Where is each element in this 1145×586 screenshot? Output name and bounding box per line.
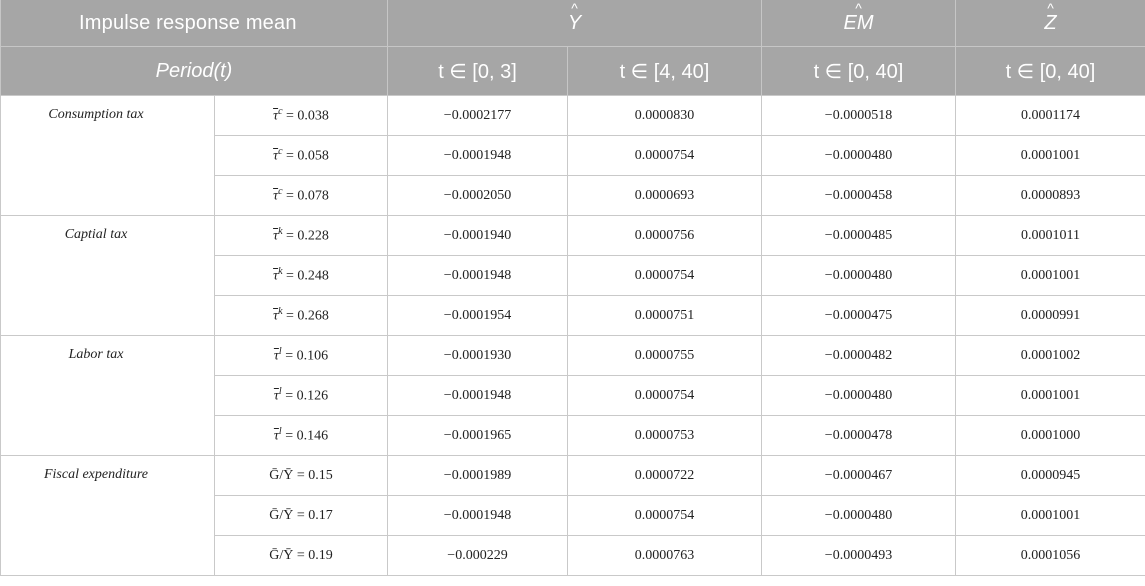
category-label: Labor tax	[1, 336, 215, 456]
value-cell: 0.0000754	[568, 376, 762, 416]
value-cell: −0.0000493	[762, 536, 956, 576]
table-row	[1, 216, 1145, 256]
value-cell: 0.0000763	[568, 536, 762, 576]
value-cell: −0.0001965	[388, 416, 568, 456]
table-title: Impulse response mean	[1, 0, 388, 47]
value-cell: −0.0001930	[388, 336, 568, 376]
value-cell: 0.0000753	[568, 416, 762, 456]
parameter-cell: $\overline{\tau}^k = 0.228$	[215, 216, 388, 256]
value-cell: −0.0001948	[388, 256, 568, 296]
parameter-cell: $\overline{\tau}^c = 0.058$	[215, 136, 388, 176]
parameter-cell: Ḡ/Ȳ = 0.19	[215, 536, 388, 576]
column-header-em: ^ EM	[762, 0, 956, 47]
value-cell: −0.0000518	[762, 96, 956, 136]
parameter-cell: Ḡ/Ȳ = 0.15	[215, 456, 388, 496]
category-label: Captial tax	[1, 216, 215, 336]
value-cell: 0.0000754	[568, 256, 762, 296]
value-cell: −0.0000480	[762, 496, 956, 536]
value-cell: −0.0000480	[762, 256, 956, 296]
table-row	[1, 336, 1145, 376]
value-cell: 0.0001001	[956, 136, 1145, 176]
value-cell: −0.0000480	[762, 136, 956, 176]
header-row-periods	[1, 47, 1145, 96]
value-cell: −0.0000482	[762, 336, 956, 376]
header-row-variables	[1, 0, 1145, 47]
value-cell: −0.0001948	[388, 376, 568, 416]
parameter-cell: $\overline{\tau}^k = 0.248$	[215, 256, 388, 296]
parameter-cell: $\overline{\tau}^c = 0.038$	[215, 96, 388, 136]
value-cell: 0.0000722	[568, 456, 762, 496]
value-cell: −0.0002050	[388, 176, 568, 216]
value-cell: 0.0000754	[568, 496, 762, 536]
table-row	[1, 456, 1145, 496]
value-cell: 0.0001001	[956, 376, 1145, 416]
column-header-y: ^ Y	[388, 0, 762, 47]
value-cell: 0.0001000	[956, 416, 1145, 456]
value-cell: 0.0000756	[568, 216, 762, 256]
value-cell: −0.0000458	[762, 176, 956, 216]
value-cell: 0.0000945	[956, 456, 1145, 496]
category-label: Consumption tax	[1, 96, 215, 216]
subheader-period: t ∈ [0, 3]	[388, 47, 568, 96]
value-cell: 0.0000751	[568, 296, 762, 336]
column-header-z: ^ Z	[956, 0, 1145, 47]
value-cell: 0.0001174	[956, 96, 1145, 136]
value-cell: −0.0001989	[388, 456, 568, 496]
value-cell: 0.0001011	[956, 216, 1145, 256]
period-label: Period(t)	[1, 47, 388, 96]
parameter-cell: $\overline{\tau}^k = 0.268$	[215, 296, 388, 336]
subheader-period: t ∈ [0, 40]	[956, 47, 1145, 96]
value-cell: 0.0001001	[956, 496, 1145, 536]
value-cell: 0.0000991	[956, 296, 1145, 336]
value-cell: 0.0000693	[568, 176, 762, 216]
value-cell: 0.0001002	[956, 336, 1145, 376]
table-body	[1, 96, 1145, 576]
value-cell: 0.0001056	[956, 536, 1145, 576]
value-cell: −0.0000478	[762, 416, 956, 456]
value-cell: −0.0000467	[762, 456, 956, 496]
parameter-cell: Ḡ/Ȳ = 0.17	[215, 496, 388, 536]
table-row	[1, 96, 1145, 136]
value-cell: 0.0000754	[568, 136, 762, 176]
subheader-period: t ∈ [4, 40]	[568, 47, 762, 96]
parameter-cell: $\overline{\tau}^l = 0.146$	[215, 416, 388, 456]
value-cell: 0.0001001	[956, 256, 1145, 296]
value-cell: 0.0000893	[956, 176, 1145, 216]
parameter-cell: $\overline{\tau}^l = 0.126$	[215, 376, 388, 416]
value-cell: −0.0000475	[762, 296, 956, 336]
value-cell: −0.0001954	[388, 296, 568, 336]
value-cell: −0.000229	[388, 536, 568, 576]
value-cell: −0.0001940	[388, 216, 568, 256]
value-cell: 0.0000830	[568, 96, 762, 136]
category-label: Fiscal expenditure	[1, 456, 215, 576]
value-cell: −0.0001948	[388, 136, 568, 176]
value-cell: −0.0000485	[762, 216, 956, 256]
value-cell: 0.0000755	[568, 336, 762, 376]
parameter-cell: $\overline{\tau}^l = 0.106$	[215, 336, 388, 376]
parameter-cell: $\overline{\tau}^c = 0.078$	[215, 176, 388, 216]
subheader-period: t ∈ [0, 40]	[762, 47, 956, 96]
value-cell: −0.0002177	[388, 96, 568, 136]
value-cell: −0.0001948	[388, 496, 568, 536]
value-cell: −0.0000480	[762, 376, 956, 416]
